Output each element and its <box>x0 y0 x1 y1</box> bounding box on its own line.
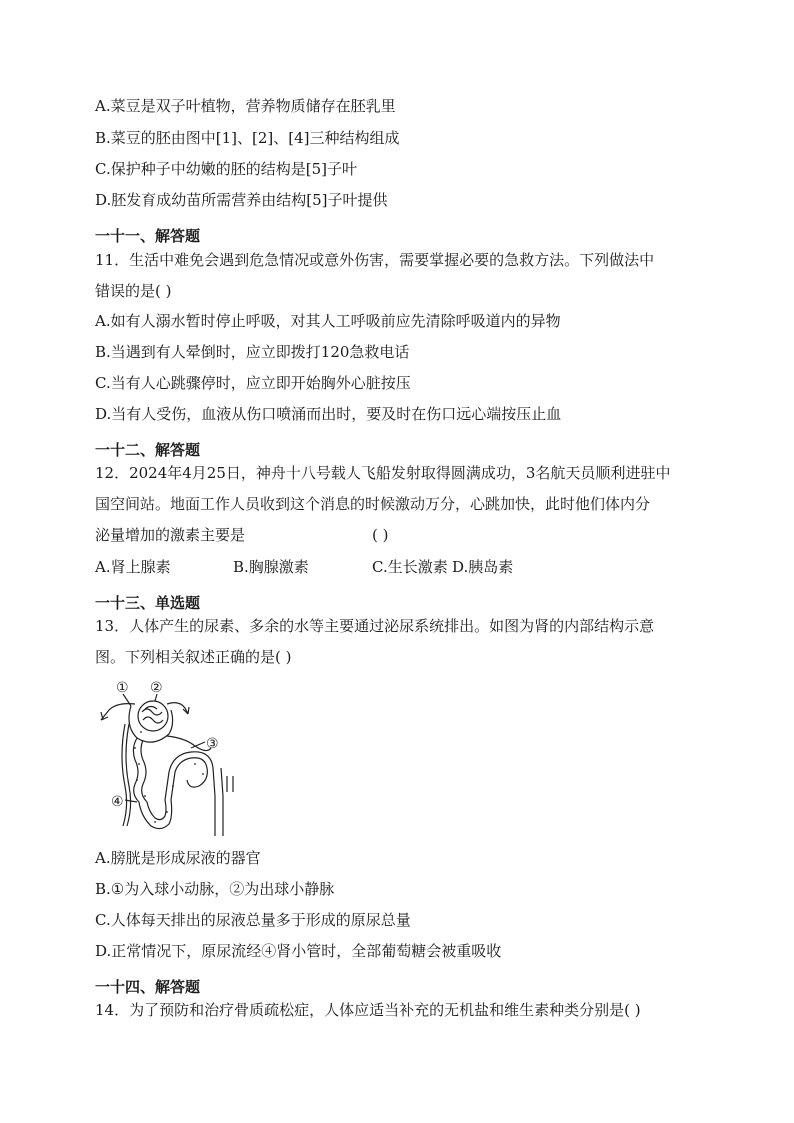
figure-label-2: ② <box>150 680 163 696</box>
q11-section-heading: 一十一、解答题 <box>95 227 201 245</box>
q12-option-b: B.胸腺激素 <box>233 558 309 576</box>
figure-label-1: ① <box>116 680 129 696</box>
q12-answer-blank: ( ) <box>372 526 389 544</box>
q10-option-c: C.保护种子中幼嫩的胚的结构是[5]子叶 <box>95 160 357 178</box>
q13-stem-line2: 图。下列相关叙述正确的是( ) <box>95 648 292 666</box>
q13-option-b: B.①为入球小动脉，②为出球小静脉 <box>95 880 335 898</box>
q12-section-heading: 一十二、解答题 <box>95 441 201 459</box>
q14-stem-line1: 14．为了预防和治疗骨质疏松症，人体应适当补充的无机盐和维生素种类分别是( ) <box>95 1001 641 1019</box>
q13-option-a: A.膀胱是形成尿液的器官 <box>95 849 261 867</box>
q11-stem-line2: 错误的是( ) <box>95 282 172 300</box>
q10-option-a: A.菜豆是双子叶植物，营养物质储存在胚乳里 <box>95 97 396 115</box>
q12-option-c: C.生长激素 <box>372 558 448 576</box>
q11-option-c: C.当有人心跳骤停时，应立即开始胸外心脏按压 <box>95 374 411 392</box>
glomerulus <box>138 701 168 731</box>
q10-option-d: D.胚发育成幼苗所需营养由结构[5]子叶提供 <box>95 191 388 209</box>
q12-stem-line1: 12．2024年4月25日，神舟十八号载人飞船发射取得圆满成功，3名航天员顺利进驻中 <box>95 464 671 482</box>
q14-section-heading: 一十四、解答题 <box>95 978 201 996</box>
q13-option-d: D.正常情况下，原尿流经④肾小管时，全部葡萄糖会被重吸收 <box>95 942 502 960</box>
nephron-diagram <box>95 676 245 840</box>
q12-stem-line2: 国空间站。地面工作人员收到这个消息的时候激动万分，心跳加快，此时他们体内分 <box>95 495 651 513</box>
q12-stem-line3: 泌量增加的激素主要是 <box>95 526 246 544</box>
figure-label-4: ④ <box>111 794 124 810</box>
q11-option-a: A.如有人溺水暂时停止呼吸，对其人工呼吸前应先清除呼吸道内的异物 <box>95 312 561 330</box>
q10-option-b: B.菜豆的胚由图中[1]、[2]、[4]三种结构组成 <box>95 129 400 147</box>
q13-option-c: C.人体每天排出的尿液总量多于形成的原尿总量 <box>95 911 411 929</box>
figure-label-3: ③ <box>206 736 219 752</box>
q11-option-d: D.当有人受伤，血液从伤口喷涌而出时，要及时在伤口远心端按压止血 <box>95 405 562 423</box>
q11-option-b: B.当遇到有人晕倒时，应立即拨打120急救电话 <box>95 343 410 361</box>
q13-stem-line1: 13．人体产生的尿素、多余的水等主要通过泌尿系统排出。如图为肾的内部结构示意 <box>95 617 655 635</box>
q11-stem-line1: 11．生活中难免会遇到危急情况或意外伤害，需要掌握必要的急救方法。下列做法中 <box>95 251 655 269</box>
q13-section-heading: 一十三、单选题 <box>95 594 201 612</box>
q12-option-a: A.肾上腺素 <box>95 558 171 576</box>
q12-option-d: D.胰岛素 <box>452 558 514 576</box>
